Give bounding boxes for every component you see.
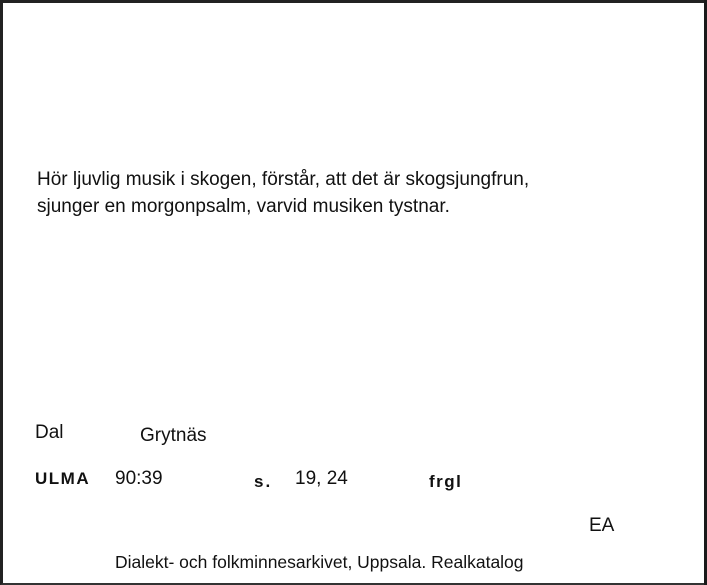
place-label: Grytnäs xyxy=(140,425,207,446)
accession-number: 90:39 xyxy=(115,468,163,489)
page-label: s. xyxy=(254,472,273,491)
category-code: frgl xyxy=(429,472,463,491)
card-footer: Dialekt- och folkminnesarkivet, Uppsala. Realkatalog xyxy=(115,552,524,572)
recorder-initials: EA xyxy=(589,515,615,536)
archive-code: ULMA xyxy=(35,469,91,488)
region-label: Dal xyxy=(35,422,64,443)
card-text-line-1: Hör ljuvlig musik i skogen, förstår, att det är skogsjungfrun, xyxy=(37,169,530,190)
card-text-line-2: sjunger en morgonpsalm, varvid musiken tystnar. xyxy=(37,196,450,217)
page-numbers: 19, 24 xyxy=(295,468,348,489)
